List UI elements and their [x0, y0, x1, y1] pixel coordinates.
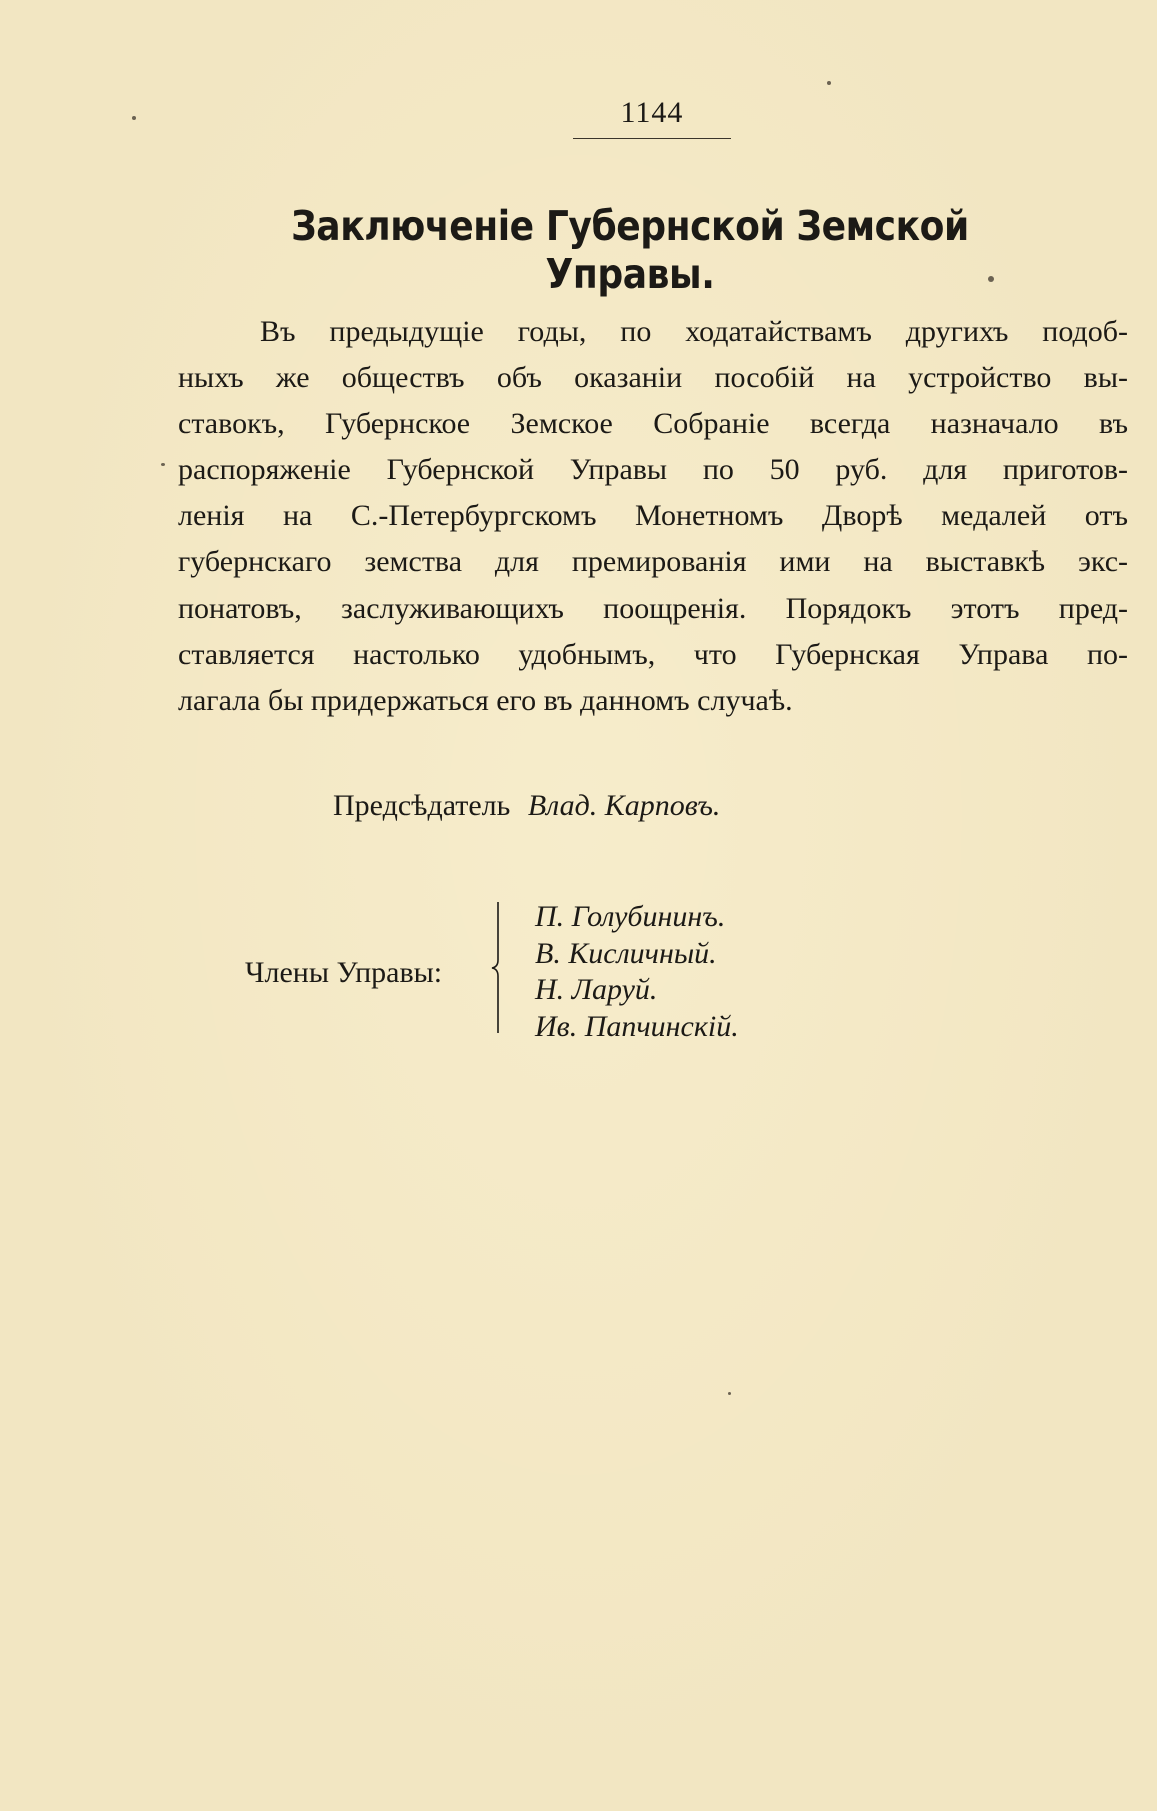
chairman-signature-line	[333, 789, 720, 823]
paper-speck	[161, 463, 165, 466]
members-label: Члены Управы:	[245, 956, 443, 989]
paragraph-line: губернскаго земства для премированія ими на выставкѣ экс-	[178, 545, 1128, 579]
paragraph-line: лагала бы придержаться его въ данномъ случаѣ.	[178, 683, 793, 717]
paragraph-line: ставляется настолько удобнымъ, что Губернская Управа по-	[178, 637, 1128, 671]
paragraph-line: понатовъ, заслуживающихъ поощренія. Порядокъ этотъ пред-	[178, 591, 1128, 625]
paragraph-line: ставокъ, Губернское Земское Собраніе всегда назначало въ	[178, 407, 1128, 441]
paragraph-line: распоряженіе Губернской Управы по 50 руб. для приготов-	[178, 453, 1128, 487]
paper-speck	[132, 116, 136, 120]
member-name: Ив. Папчинскій.	[535, 1009, 739, 1043]
members-list	[535, 899, 739, 1045]
paragraph-line: ленія на С.-Петербургскомъ Монетномъ Дворѣ медалей отъ	[178, 499, 1128, 533]
paragraph-line: ныхъ же обществъ объ оказаніи пособій на устройство вы-	[178, 361, 1128, 395]
member-name: В. Кисличный.	[535, 936, 717, 970]
section-title: Заключеніе Губернской Земской Управы.	[291, 202, 969, 298]
chairman-name: Влад. Карповъ.	[527, 789, 721, 822]
page-number-rule	[573, 138, 731, 139]
chairman-label: Предсѣдатель	[333, 789, 511, 822]
paragraph-line: Въ предыдущіе годы, по ходатайствамъ другихъ подоб-	[260, 315, 1128, 348]
member-name: Н. Ларуй.	[535, 973, 658, 1006]
paper-speck	[728, 1392, 731, 1395]
member-name: П. Голубининъ.	[535, 900, 726, 933]
paper-speck	[827, 81, 831, 85]
paper-speck	[988, 276, 994, 282]
members-brace	[488, 900, 506, 1035]
page-number: 1144	[620, 96, 684, 129]
body-paragraph	[178, 309, 1128, 724]
